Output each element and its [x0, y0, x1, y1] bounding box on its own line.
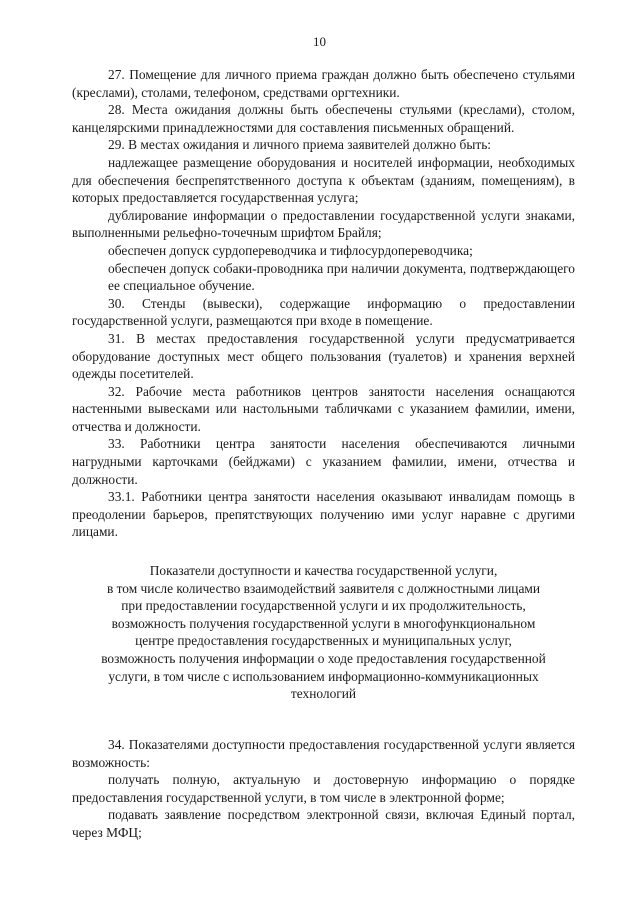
document-body-continued — [72, 736, 575, 842]
paragraph-31: 31. В местах предоставления государственной услуги предусматривается оборудование доступных мест общего пользования (туалетов) и хранения верхней одежды посетителей. — [72, 330, 575, 382]
heading-line: технологий — [290, 686, 357, 702]
section-heading — [72, 562, 575, 703]
paragraph-29-item-2: дублирование информации о предоставлении государственной услуги знаками, выполненными рельефно-точечным шрифтом Брайля; — [72, 207, 575, 241]
paragraph-34-item-2: подавать заявление посредством электронной связи, включая Единый портал, через МФЦ; — [72, 807, 575, 840]
heading-line: центре предоставления государственных и муниципальных услуг, — [135, 633, 512, 649]
document-body — [72, 66, 575, 541]
paragraph-34-item-1: получать полную, актуальную и достоверную информацию о порядке предоставления государственной услуги, в том числе в электронной форме; — [72, 772, 575, 805]
heading-line: Показатели доступности и качества государственной услуги, — [149, 563, 498, 578]
paragraph-33: 33. Работники центра занятости населения обеспечиваются личными нагрудными карточками (бейджами) с указанием фамилии, имени, отчества и должности. — [72, 436, 575, 487]
paragraph-29-item-3: обеспечен допуск сурдопереводчика и тифлосурдопереводчика; — [108, 242, 473, 258]
paragraph-28: 28. Места ожидания должны быть обеспечены стульями (креслами), столом, канцелярскими принадлежностями для составления письменных обращений. — [72, 102, 575, 135]
paragraph-29: 29. В местах ожидания и личного приема заявителей должно быть: — [108, 137, 492, 153]
paragraph-30: 30. Стенды (вывески), содержащие информацию о предоставлении государственной услуги, размещаются при входе в помещение. — [72, 295, 575, 329]
page-number: 10 — [313, 34, 326, 49]
paragraph-33-1: 33.1. Работники центра занятости населения оказывают инвалидам помощь в преодолении барьеров, препятствующих получению ими услуг наравне с другими лицами. — [72, 489, 575, 540]
heading-line: услуги, в том числе с использованием информационно-коммуникационных — [108, 668, 539, 684]
paragraph-29-item-1: надлежащее размещение оборудования и носителей информации, необходимых для обеспечения беспрепятственного доступа к объектам (зданиям, помещениям), в которых предоставляется государственная услуга; — [72, 154, 575, 206]
paragraph-34: 34. Показателями доступности предоставления государственной услуги является возможность: — [72, 737, 575, 770]
paragraph-29-item-4: обеспечен допуск собаки-проводника при наличии документа, подтверждающего ее специальное обучение. — [108, 260, 575, 294]
paragraph-27: 27. Помещение для личного приема граждан должно быть обеспечено стульями (креслами), столами, телефоном, средствами оргтехники. — [72, 67, 575, 100]
heading-line: в том числе количество взаимодействий заявителя с должностными лицами — [106, 580, 541, 596]
paragraph-32: 32. Рабочие места работников центров занятости населения оснащаются настенными вывесками или настольными табличками с указанием фамилии, имени, отчества и должности. — [72, 383, 575, 434]
heading-line: возможность получения информации о ходе предоставления государственной — [101, 650, 546, 666]
heading-line: при предоставлении государственной услуги и их продолжительность, — [121, 598, 526, 614]
heading-line: возможность получения государственной услуги в многофункциональном — [111, 615, 536, 631]
